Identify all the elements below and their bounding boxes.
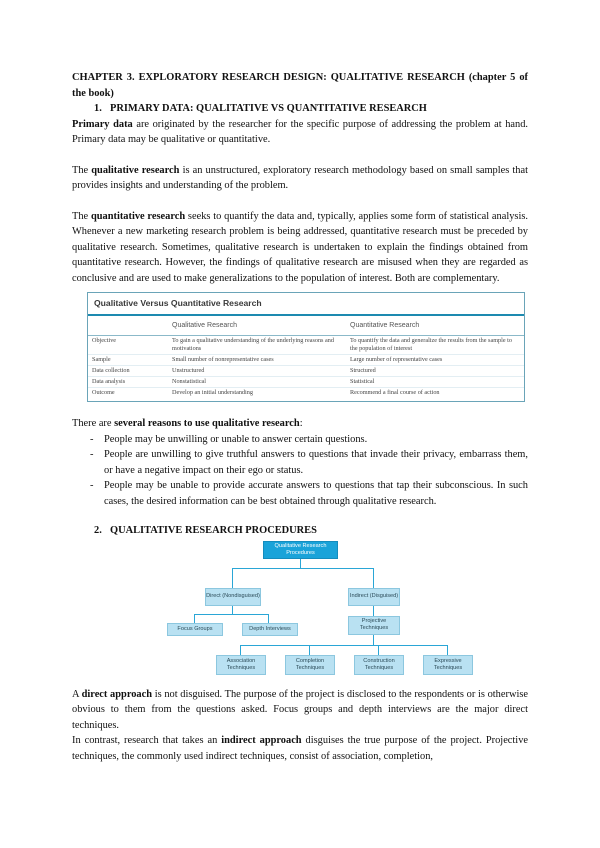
paragraph-direct-approach	[72, 687, 528, 734]
table-header-cell	[88, 316, 168, 336]
reasons-intro-colon: :	[299, 418, 303, 429]
term-primary-data: Primary data	[72, 118, 133, 130]
paragraph-indirect-pre: In contrast, research that takes an	[72, 735, 222, 746]
table-cell: Small number of nonrepresentative cases	[168, 355, 346, 366]
connector-line	[447, 645, 448, 655]
table-header-row	[88, 316, 524, 336]
table-cell: To gain a qualitative understanding of the underlying reasons and motivations	[172, 337, 334, 352]
connector-line	[240, 645, 447, 646]
expressive-node: Expressive Techniques	[423, 655, 473, 675]
indirect-node: Indirect (Disguised)	[348, 588, 400, 606]
list-item: - People are unwilling to give truthful answers to questions that invade their privacy, embarrass them, or have a negative impact on their ego or status.	[90, 447, 528, 478]
table-cell: Recommend a final course of action	[346, 388, 524, 402]
paragraph-direct-pre: A	[72, 688, 82, 700]
table-row	[88, 366, 524, 377]
depth-interviews-node: Depth Interviews	[242, 623, 298, 636]
table-header-cell: Quantitative Research	[346, 316, 524, 336]
comparison-table	[88, 316, 524, 402]
paragraph-quantitative	[72, 209, 528, 287]
chapter-title: CHAPTER 3. EXPLORATORY RESEARCH DESIGN: QUALITATIVE RESEARCH (chapter 5 of the book)	[72, 72, 528, 99]
section-1-title: PRIMARY DATA: QUALITATIVE VS QUANTITATIVE RESEARCH	[110, 103, 427, 114]
connector-line	[194, 614, 269, 615]
reasons-intro-pre: There are	[72, 418, 115, 429]
paragraph-quantitative-pre: The	[72, 210, 91, 222]
section-2-heading	[94, 523, 528, 539]
table-caption: Qualitative Versus Quantitative Research	[88, 293, 524, 316]
direct-node: Direct (Nondisguised)	[205, 588, 261, 606]
table-cell: Data analysis	[88, 377, 168, 388]
comparison-table-figure	[87, 292, 525, 402]
table-row	[88, 388, 524, 402]
table-row	[88, 355, 524, 366]
paragraph-indirect-approach	[72, 733, 528, 764]
association-node: Association Techniques	[216, 655, 266, 675]
connector-line	[232, 568, 233, 588]
section-1-heading	[94, 101, 528, 117]
connector-line	[232, 606, 233, 614]
table-row	[88, 336, 524, 355]
table-cell: Structured	[346, 366, 524, 377]
term-reasons: several reasons to use qualitative research	[114, 418, 300, 429]
term-indirect-approach: indirect approach	[221, 735, 302, 746]
table-cell: Objective	[92, 337, 117, 344]
connector-line	[194, 614, 195, 623]
table-cell: Data collection	[88, 366, 168, 377]
section-1-number: 1.	[94, 103, 102, 114]
connector-line	[378, 645, 379, 655]
section-2-title: QUALITATIVE RESEARCH PROCEDURES	[110, 525, 317, 536]
paragraph-qualitative-pre: The	[72, 164, 92, 176]
table-cell: Unstructured	[168, 366, 346, 377]
root-node: Qualitative Research Procedures	[263, 541, 338, 559]
table-cell: Outcome	[88, 388, 168, 402]
list-item: - People may be unable to provide accurate answers to questions that tap their subconscious. In such cases, the desired information can be best obtained through qualitative research.	[90, 478, 528, 509]
connector-line	[232, 568, 374, 569]
paragraph-quantitative-text: seeks to quantify the data and, typically, applies some form of statistical analysis. Whenever a new marketing research problem is being addressed, quantitative research must be preceded by qualitative research. Sometimes, qualitative research is undertaken to explain the findings obtained from quantitative research. However, the findings of qualitative research are misused when they are regarded as conclusive and are used to make generalizations to the population of interest. Both are complementary.	[72, 210, 528, 284]
table-header-cell: Qualitative Research	[168, 316, 346, 336]
paragraph-indirect-text: disguises the true purpose of the project. Projective techniques, the commonly used indirect techniques, consist of association, completion,	[72, 735, 529, 762]
table-cell: Nonstatistical	[168, 377, 346, 388]
paragraph-qualitative	[72, 163, 528, 194]
term-quantitative-research: quantitative research	[90, 210, 186, 222]
connector-line	[268, 614, 269, 623]
paragraph-primary-data	[72, 117, 528, 148]
connector-line	[309, 645, 310, 655]
reasons-intro	[72, 416, 528, 432]
term-direct-approach: direct approach	[81, 688, 153, 700]
procedures-diagram	[72, 541, 528, 681]
focus-groups-node: Focus Groups	[167, 623, 223, 636]
table-cell: To quantify the data and generalize the results from the sample to the population of interest	[350, 337, 512, 352]
table-cell: Large number of representative cases	[346, 355, 524, 366]
paragraph-qualitative-text: is an unstructured, exploratory research methodology based on small samples that provides insights and understanding of the problem.	[72, 164, 528, 191]
document-body	[72, 70, 528, 764]
table-cell: Develop an initial understanding	[168, 388, 346, 402]
connector-line	[373, 606, 374, 616]
section-2-number: 2.	[94, 525, 102, 536]
completion-node: Completion Techniques	[285, 655, 335, 675]
table-cell: Sample	[88, 355, 168, 366]
list-item: - People may be unwilling or unable to answer certain questions.	[90, 432, 528, 448]
reasons-list	[72, 432, 528, 510]
paragraph-direct-text: is not disguised. The purpose of the project is disclosed to the respondents or is otherwise obvious to them from the questions asked. Focus groups and depth interviews are the major direct techniques.	[72, 688, 528, 731]
construction-node: Construction Techniques	[354, 655, 404, 675]
connector-line	[373, 568, 374, 588]
term-qualitative-research: qualitative research	[91, 164, 180, 176]
table-row	[88, 377, 524, 388]
projective-node: Projective Techniques	[348, 616, 400, 635]
connector-line	[373, 635, 374, 645]
table-cell: Statistical	[346, 377, 524, 388]
connector-line	[240, 645, 241, 655]
paragraph-primary-data-text: are originated by the researcher for the specific purpose of addressing the problem at hand. Primary data may be qualitative or quantitative.	[72, 118, 528, 145]
connector-line	[300, 559, 301, 568]
